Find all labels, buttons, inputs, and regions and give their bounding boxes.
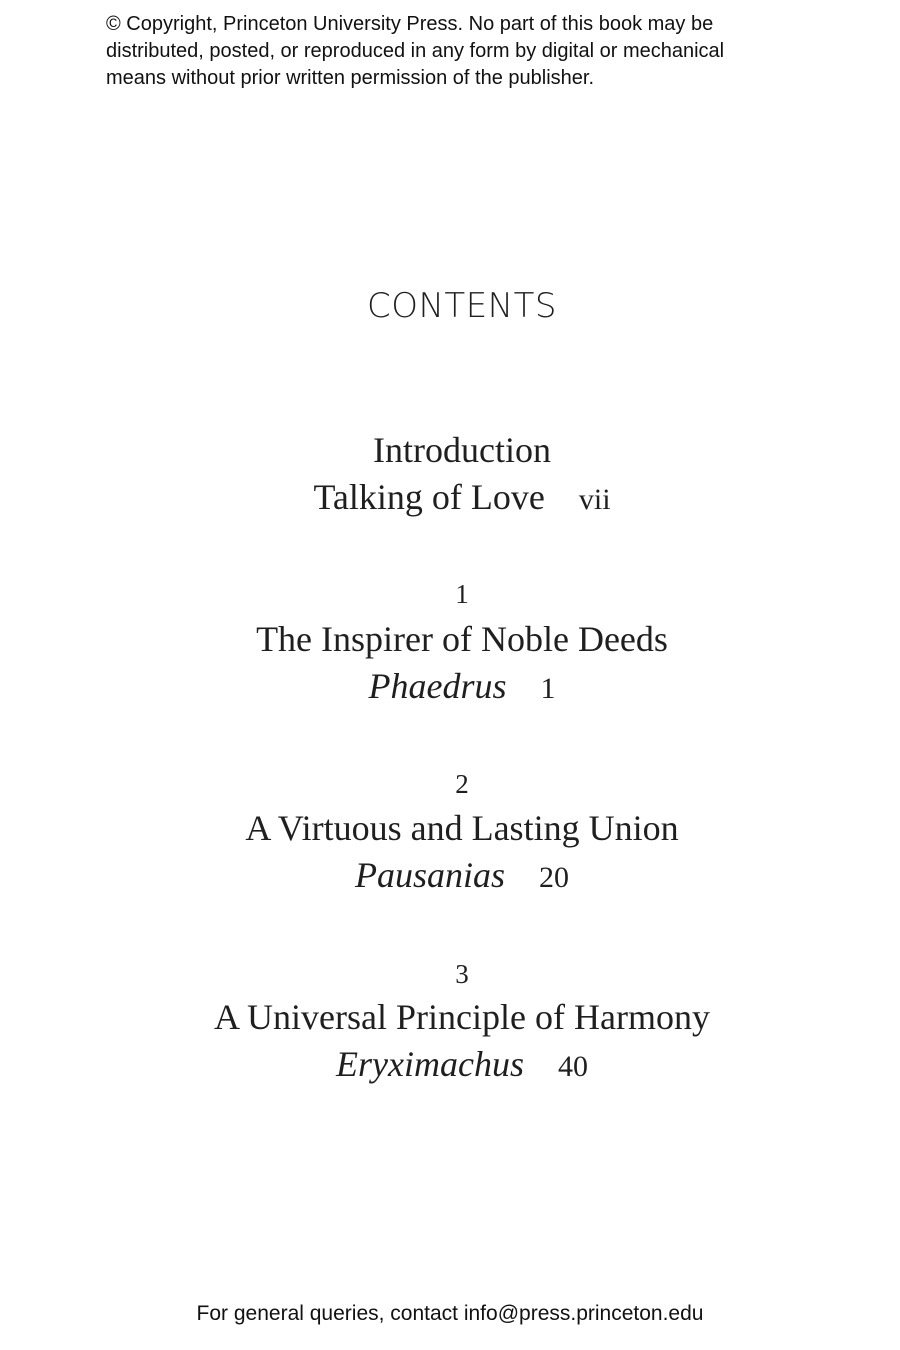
- copyright-line: means without prior written permission of the publisher.: [106, 67, 595, 89]
- toc-chapter-speaker: Pausanias: [354, 855, 505, 895]
- toc-chapter-title[interactable]: A Universal Principle of Harmony: [214, 997, 710, 1037]
- footer-contact: For general queries, contact info@press.princeton.edu: [196, 1302, 704, 1325]
- toc-page-number: vii: [578, 483, 611, 516]
- toc-chapter-title[interactable]: The Inspirer of Noble Deeds: [256, 619, 668, 659]
- toc-chapter-number: 3: [455, 959, 469, 989]
- toc-page-number: 1: [540, 672, 556, 705]
- toc-introduction-subtitle: Talking of Love: [313, 477, 545, 517]
- toc-page-number: 40: [557, 1050, 588, 1083]
- toc-introduction-label: Introduction: [373, 430, 551, 470]
- toc-chapter-speaker-line: [0, 853, 900, 900]
- toc-chapter-speaker: Eryximachus: [336, 1044, 524, 1084]
- toc-chapter-speaker-line: [0, 664, 900, 711]
- toc-introduction-entry[interactable]: [0, 475, 900, 522]
- copyright-line: distributed, posted, or reproduced in any form by digital or mechanical: [106, 40, 725, 62]
- copyright-line: © Copyright, Princeton University Press. No part of this book may be: [106, 13, 714, 35]
- toc-chapter-number: 1: [455, 579, 469, 609]
- toc-chapter-number: 2: [455, 769, 469, 799]
- toc-page-number: 20: [539, 861, 569, 894]
- toc-chapter-speaker-line: [0, 1042, 900, 1089]
- toc-chapter-speaker: Phaedrus: [368, 666, 507, 706]
- contents-heading: CONTENTS: [367, 286, 557, 326]
- toc-chapter-title[interactable]: A Virtuous and Lasting Union: [245, 808, 679, 848]
- copyright-notice: [106, 11, 826, 92]
